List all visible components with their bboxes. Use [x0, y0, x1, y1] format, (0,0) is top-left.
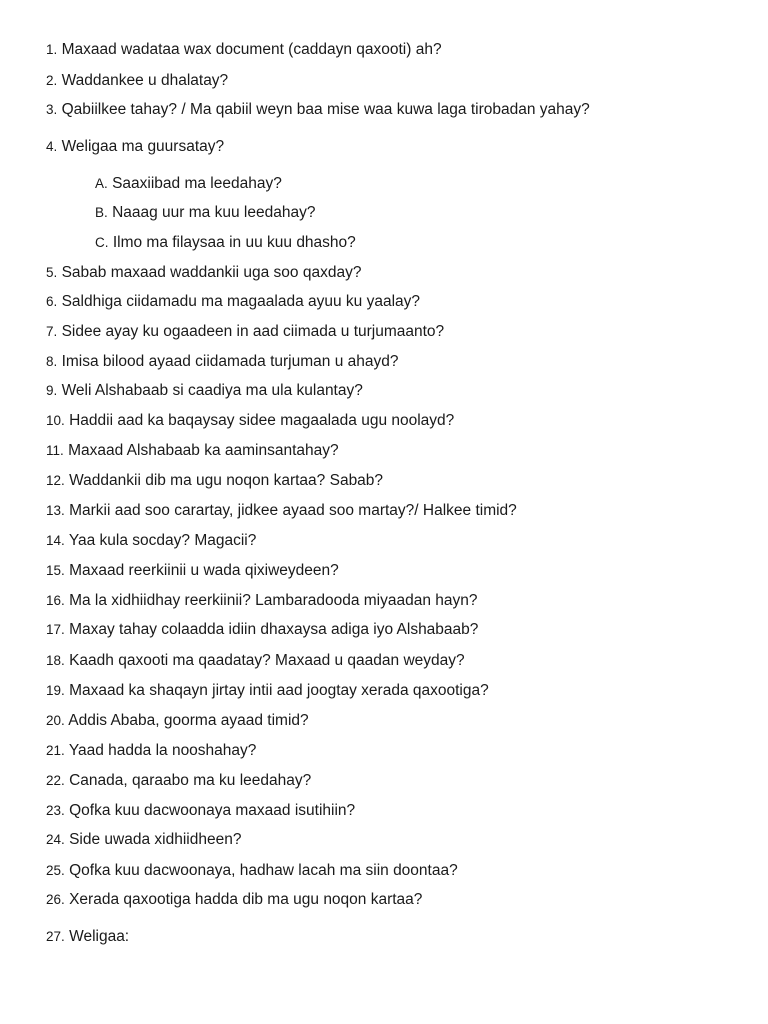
question-text: Ma la xidhiidhay reerkiinii? Lambaradooda miyaadan hayn?: [69, 592, 478, 609]
question-16: [46, 591, 478, 611]
question-number: 11.: [46, 443, 64, 458]
question-text: Maxaad ka shaqayn jirtay intii aad joogtay xerada qaxootiga?: [69, 682, 489, 699]
question-text: Maxaad reerkiinii u wada qixiweydeen?: [69, 562, 339, 579]
question-number: 27.: [46, 929, 65, 944]
question-number: 7.: [46, 324, 58, 339]
question-text: Weligaa ma guursatay?: [61, 138, 225, 155]
question-number: 1.: [46, 42, 58, 57]
question-text: Ilmo ma filaysaa in uu kuu dhasho?: [112, 234, 356, 251]
question-number: 15.: [46, 563, 65, 578]
question-13: [46, 501, 517, 521]
question-text: Maxaad wadataa wax document (caddayn qaxooti) ah?: [61, 41, 442, 58]
question-17: [46, 620, 478, 640]
question-1: [46, 40, 442, 60]
question-20: [46, 711, 309, 731]
question-number: 10.: [46, 413, 65, 428]
question-number: 17.: [46, 622, 65, 637]
question-number: 18.: [46, 653, 65, 668]
question-text: Saldhiga ciidamadu ma magaalada ayuu ku yaalay?: [61, 293, 421, 310]
question-number: A.: [95, 176, 108, 191]
question-6: [46, 292, 420, 312]
question-number: 21.: [46, 743, 65, 758]
question-text: Waddankee u dhalatay?: [61, 72, 229, 89]
question-5: [46, 263, 361, 283]
question-11: [46, 441, 339, 461]
question-number: 8.: [46, 354, 58, 369]
question-21: [46, 741, 256, 761]
question-23: [46, 801, 355, 821]
question-number: 19.: [46, 683, 65, 698]
question-number: 26.: [46, 892, 65, 907]
question-22: [46, 771, 311, 791]
question-number: 25.: [46, 863, 65, 878]
question-number: 13.: [46, 503, 65, 518]
question-text: Weli Alshabaab si caadiya ma ula kulantay?: [61, 382, 363, 399]
question-2: [46, 71, 228, 91]
question-number: 3.: [46, 102, 58, 117]
question-27: [46, 927, 129, 947]
question-7: [46, 322, 444, 342]
question-26: [46, 890, 422, 910]
question-text: Weligaa:: [69, 928, 130, 945]
question-number: 20.: [46, 713, 65, 728]
question-4a: [95, 174, 282, 194]
question-text: Saaxiibad ma leedahay?: [112, 175, 282, 192]
question-4: [46, 137, 224, 157]
question-number: 22.: [46, 773, 65, 788]
question-19: [46, 681, 489, 701]
question-12: [46, 471, 383, 491]
question-text: Haddii aad ka baqaysay sidee magaalada ugu noolayd?: [69, 412, 455, 429]
question-number: 16.: [46, 593, 65, 608]
question-number: 12.: [46, 473, 65, 488]
question-18: [46, 651, 465, 671]
question-number: 9.: [46, 383, 58, 398]
question-25: [46, 861, 458, 881]
question-text: Canada, qaraabo ma ku leedahay?: [69, 772, 312, 789]
question-text: Sidee ayay ku ogaadeen in aad ciimada u turjumaanto?: [61, 323, 445, 340]
question-24: [46, 830, 241, 850]
question-14: [46, 531, 256, 551]
question-text: Qofka kuu dacwoonaya, hadhaw lacah ma siin doontaa?: [69, 862, 458, 879]
question-9: [46, 381, 363, 401]
question-number: 23.: [46, 803, 65, 818]
question-text: Imisa bilood ayaad ciidamada turjuman u ahayd?: [61, 353, 399, 370]
question-4b: [95, 203, 315, 223]
question-text: Sabab maxaad waddankii uga soo qaxday?: [61, 264, 362, 281]
question-text: Xerada qaxootiga hadda dib ma ugu noqon kartaa?: [69, 891, 423, 908]
question-text: Side uwada xidhiidheen?: [69, 831, 242, 848]
question-text: Waddankii dib ma ugu noqon kartaa? Sabab?: [69, 472, 384, 489]
question-text: Addis Ababa, goorma ayaad timid?: [68, 712, 309, 729]
question-text: Kaadh qaxooti ma qaadatay? Maxaad u qaadan weyday?: [69, 652, 465, 669]
question-text: Naaag uur ma kuu leedahay?: [112, 204, 316, 221]
question-number: C.: [95, 235, 109, 250]
question-text: Markii aad soo carartay, jidkee ayaad soo martay?/ Halkee timid?: [69, 502, 517, 519]
question-text: Yaad hadda la nooshahay?: [68, 742, 257, 759]
question-number: 24.: [46, 832, 65, 847]
question-text: Maxay tahay colaadda idiin dhaxaysa adiga iyo Alshabaab?: [69, 621, 479, 638]
question-number: 14.: [46, 533, 65, 548]
question-text: Maxaad Alshabaab ka aaminsantahay?: [68, 442, 339, 459]
question-number: 6.: [46, 294, 58, 309]
question-number: 4.: [46, 139, 58, 154]
question-8: [46, 352, 398, 372]
question-text: Qabiilkee tahay? / Ma qabiil weyn baa mise waa kuwa laga tirobadan yahay?: [61, 101, 590, 118]
question-text: Yaa kula socday? Magacii?: [68, 532, 257, 549]
question-15: [46, 561, 339, 581]
question-3: [46, 100, 590, 120]
question-number: 2.: [46, 73, 58, 88]
question-4c: [95, 233, 356, 253]
question-number: 5.: [46, 265, 58, 280]
question-number: B.: [95, 205, 108, 220]
question-10: [46, 411, 454, 431]
question-text: Qofka kuu dacwoonaya maxaad isutihiin?: [69, 802, 356, 819]
